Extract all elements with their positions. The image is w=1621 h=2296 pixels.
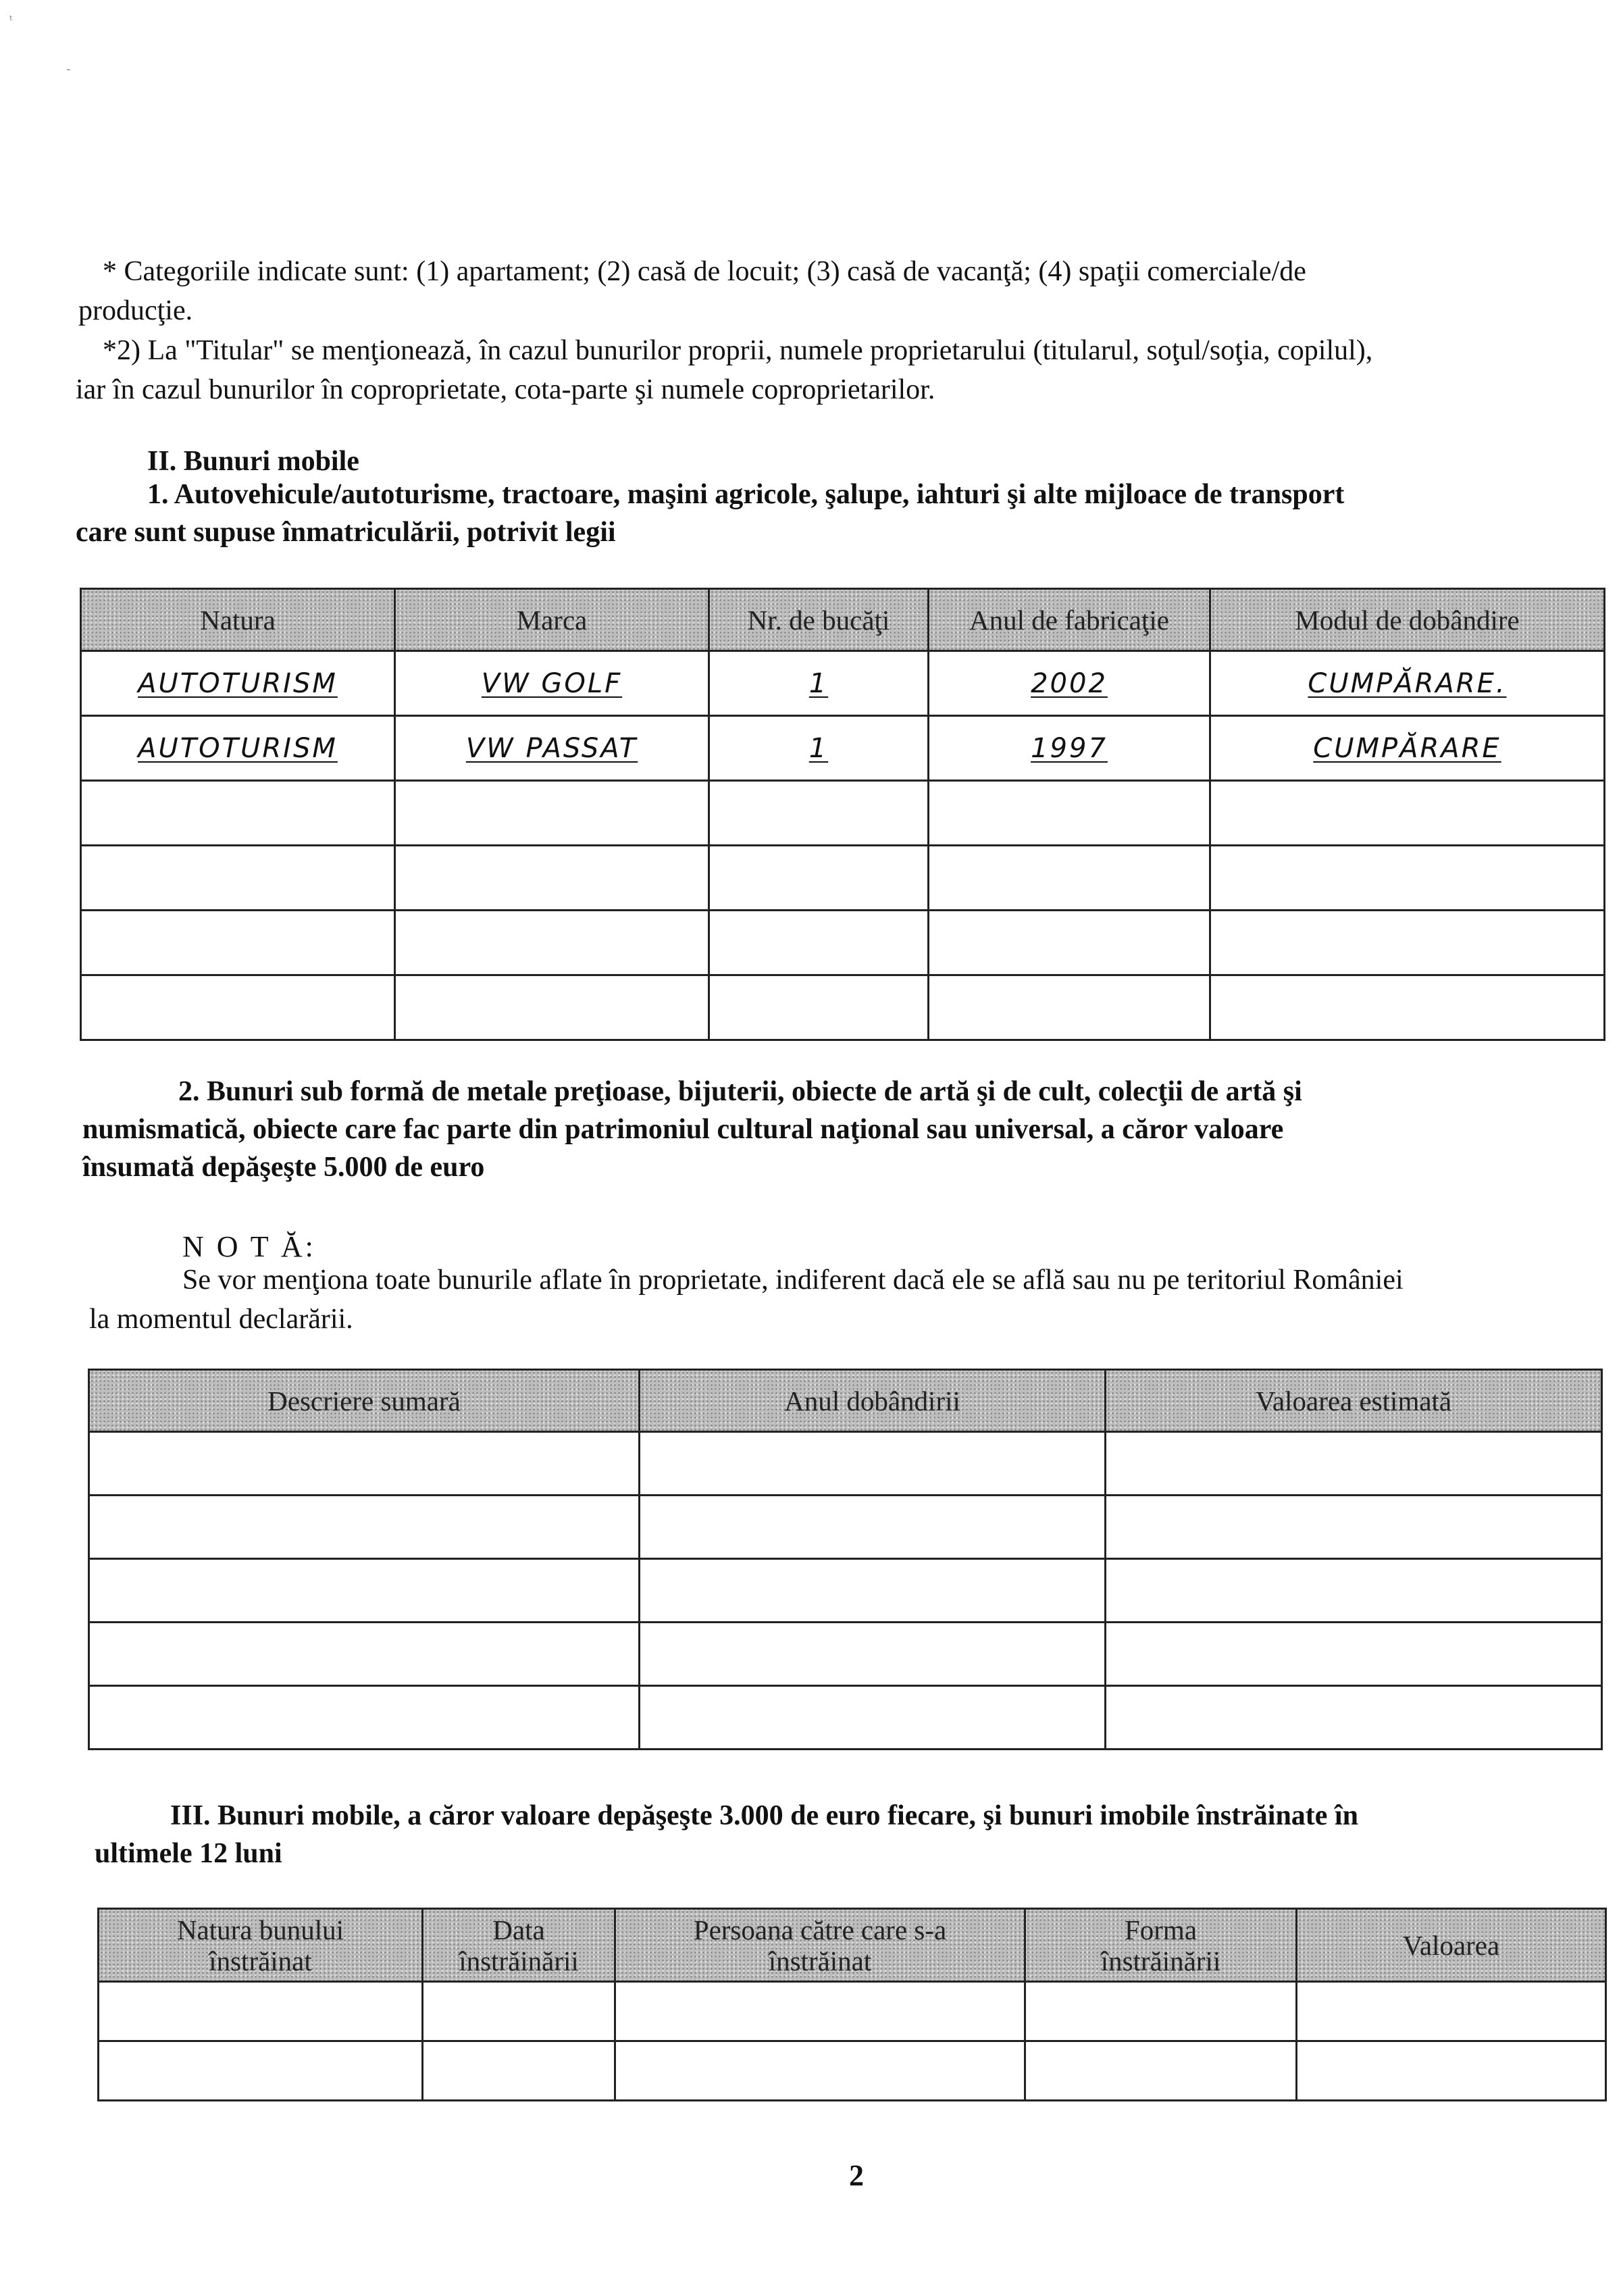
section-ii-2-heading [82, 1073, 1605, 1186]
empty-cell [395, 975, 709, 1040]
section-ii-2-line3: însumată depăşeşte 5.000 de euro [82, 1152, 485, 1183]
table-row [81, 846, 1605, 911]
empty-cell [1297, 1982, 1606, 2041]
empty-cell [81, 781, 395, 846]
section-ii-1-line1: 1. Autovehicule/autoturisme, tractoare, maşini agricole, şalupe, iahturi şi alte mijloace de transport [147, 479, 1345, 510]
valuables-table [88, 1369, 1603, 1750]
vehicle-natura-cell: AUTOTURISM [81, 651, 395, 716]
section-ii-2-line2: numismatică, obiecte care fac parte din patrimoniul cultural naţional sau universal, a căror valoare [82, 1114, 1284, 1145]
alienated-header-persoana-line2: înstrăinat [768, 1945, 872, 1976]
alienated-header-data-line1: Data [492, 1914, 545, 1945]
alienated-header-valoarea: Valoarea [1297, 1909, 1606, 1982]
empty-cell [89, 1623, 640, 1686]
vehicles-header-marca: Marca [395, 589, 709, 651]
empty-cell [1210, 846, 1605, 911]
section-ii-1-line2: care sunt supuse înmatriculării, potrivit legii [76, 517, 616, 548]
empty-cell [423, 2041, 615, 2101]
empty-cell [1025, 2041, 1297, 2101]
empty-cell [709, 781, 929, 846]
empty-cell [615, 2041, 1025, 2101]
vehicle-modul-cell: CUMPĂRARE [1210, 716, 1605, 781]
empty-cell [1106, 1623, 1602, 1686]
table-row [99, 1982, 1606, 2041]
scan-artifact: ᵗ [9, 14, 14, 28]
alienated-header-persoana [615, 1909, 1025, 1982]
valuables-header-anul: Anul dobândirii [640, 1370, 1106, 1432]
empty-cell [1210, 975, 1605, 1040]
empty-cell [99, 2041, 423, 2101]
empty-cell [89, 1432, 640, 1496]
empty-cell [1025, 1982, 1297, 2041]
alienated-header-persoana-line1: Persoana către care s-a [693, 1914, 947, 1945]
alienated-header-natura-line2: înstrăinat [209, 1945, 312, 1976]
empty-cell [1106, 1496, 1602, 1559]
categorii-note-line2: producţie. [78, 295, 193, 326]
empty-cell [640, 1686, 1106, 1750]
categorii-note [78, 252, 1602, 330]
nota-label: N O T Ă: [182, 1230, 316, 1263]
vehicle-marca-cell: VW GOLF [395, 651, 709, 716]
valuables-header-valoarea: Valoarea estimată [1106, 1370, 1602, 1432]
page-number: 2 [849, 2159, 864, 2192]
categorii-note-line1: * Categoriile indicate sunt: (1) apartament; (2) casă de locuit; (3) casă de vacanţă; (4) spaţii comerciale/de [103, 256, 1306, 287]
table-row [89, 1496, 1602, 1559]
alienated-header-forma-line2: înstrăinării [1100, 1945, 1221, 1976]
empty-cell [709, 846, 929, 911]
nota-line1: Se vor menţiona toate bunurile aflate în proprietate, indiferent dacă ele se află sau nu pe teritoriul României [182, 1265, 1404, 1296]
vehicles-header-nr-bucati: Nr. de bucăţi [709, 589, 929, 651]
empty-cell [709, 975, 929, 1040]
vehicle-anul-cell: 2002 [929, 651, 1210, 716]
alienated-header-natura [99, 1909, 423, 1982]
empty-cell [89, 1686, 640, 1750]
empty-cell [615, 1982, 1025, 2041]
empty-cell [81, 975, 395, 1040]
empty-cell [1106, 1686, 1602, 1750]
table-row [81, 716, 1605, 781]
vehicles-table [80, 588, 1605, 1041]
empty-cell [640, 1559, 1106, 1623]
table-row [89, 1432, 1602, 1496]
table-row [89, 1559, 1602, 1623]
empty-cell [640, 1432, 1106, 1496]
table-row [99, 2041, 1606, 2101]
titular-note-line2: iar în cazul bunurilor în coproprietate, cota-parte şi numele coproprietarilor. [76, 374, 935, 405]
empty-cell [709, 911, 929, 975]
empty-cell [1106, 1432, 1602, 1496]
titular-note-line1: *2) La "Titular" se menţionează, în cazul bunurilor proprii, numele proprietarului (titularul, soţul/soţia, copilul), [103, 335, 1373, 366]
empty-cell [89, 1559, 640, 1623]
titular-note [76, 331, 1602, 409]
vehicles-header-natura: Natura [81, 589, 395, 651]
empty-cell [99, 1982, 423, 2041]
vehicle-natura-cell: AUTOTURISM [81, 716, 395, 781]
section-ii-1-heading [76, 476, 1605, 551]
empty-cell [395, 781, 709, 846]
empty-cell [1210, 911, 1605, 975]
alienated-header-data-line2: înstrăinării [459, 1945, 579, 1976]
empty-cell [1106, 1559, 1602, 1623]
vehicle-marca-cell: VW PASSAT [395, 716, 709, 781]
alienated-table [97, 1908, 1607, 2101]
alienated-header-data [423, 1909, 615, 1982]
section-ii-title: II. Bunuri mobile [147, 446, 359, 477]
empty-cell [423, 1982, 615, 2041]
section-iii-heading [95, 1797, 1607, 1872]
table-row [81, 781, 1605, 846]
vehicle-nr-bucati-cell: 1 [709, 716, 929, 781]
empty-cell [1297, 2041, 1606, 2101]
vehicles-header-modul-dobandire: Modul de dobândire [1210, 589, 1605, 651]
empty-cell [89, 1496, 640, 1559]
empty-cell [640, 1623, 1106, 1686]
empty-cell [1210, 781, 1605, 846]
empty-cell [81, 911, 395, 975]
alienated-header-natura-line1: Natura bunului [176, 1914, 344, 1945]
table-row [81, 651, 1605, 716]
section-iii-line1: III. Bunuri mobile, a căror valoare depăşeşte 3.000 de euro fiecare, şi bunuri imobile înstrăinate în [170, 1800, 1358, 1831]
table-row [89, 1623, 1602, 1686]
vehicle-nr-bucati-cell: 1 [709, 651, 929, 716]
vehicle-anul-cell: 1997 [929, 716, 1210, 781]
alienated-header-forma-line1: Forma [1124, 1914, 1198, 1945]
empty-cell [929, 781, 1210, 846]
nota-line2: la momentul declarării. [89, 1304, 353, 1335]
empty-cell [929, 975, 1210, 1040]
table-row [81, 975, 1605, 1040]
empty-cell [929, 846, 1210, 911]
empty-cell [640, 1496, 1106, 1559]
table-row [89, 1686, 1602, 1750]
empty-cell [81, 846, 395, 911]
section-iii-line2: ultimele 12 luni [95, 1838, 282, 1869]
scan-artifact: - [66, 62, 71, 76]
empty-cell [395, 846, 709, 911]
vehicles-header-anul-fabricatie: Anul de fabricaţie [929, 589, 1210, 651]
alienated-header-forma [1025, 1909, 1297, 1982]
section-ii-2-line1: 2. Bunuri sub formă de metale preţioase, bijuterii, obiecte de artă şi de cult, colecţii de artă şi [178, 1076, 1302, 1107]
nota-text [89, 1260, 1605, 1339]
empty-cell [929, 911, 1210, 975]
table-row [81, 911, 1605, 975]
vehicle-modul-cell: CUMPĂRARE. [1210, 651, 1605, 716]
empty-cell [395, 911, 709, 975]
valuables-header-descriere: Descriere sumară [89, 1370, 640, 1432]
